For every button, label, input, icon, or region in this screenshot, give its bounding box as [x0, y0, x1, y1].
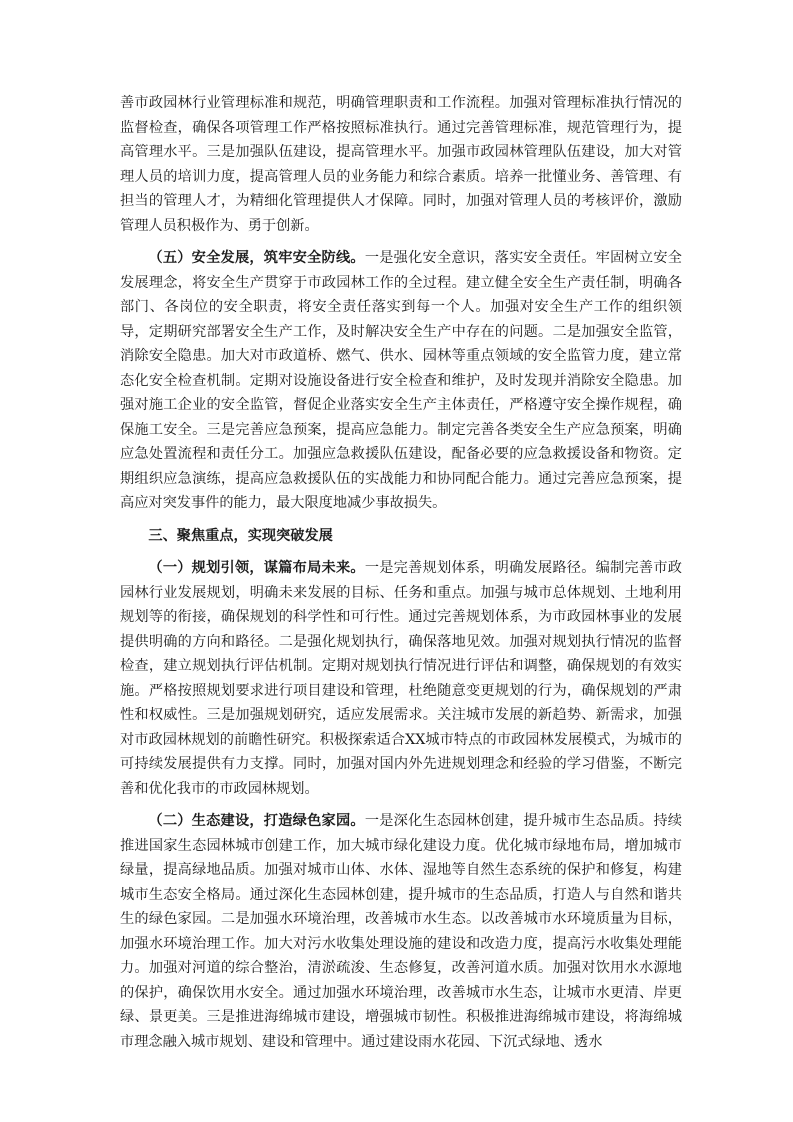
- paragraph-text: 一是强化安全意识，落实安全责任。牢固树立安全发展理念，将安全生产贯穿于市政园林工作的全过程。建立健全安全生产责任制，明确各部门、各岗位的安全职责，将安全责任落实到每一个人。加强对安全生产工作的组织领导，定期研究部署安全生产工作，及时解决安全生产中存在的问题。二是加强安全监管，消除安全隐患。加大对市政道桥、燃气、供水、园林等重点领域的安全监管力度，建立常态化安全检查机制。定期对设施设备进行安全检查和维护，及时发现并消除安全隐患。加强对施工企业的安全监管，督促企业落实安全生产主体责任，严格遵守安全操作规程，确保施工安全。三是完善应急预案，提高应急能力。制定完善各类安全生产应急预案，明确应急处置流程和责任分工。加强应急救援队伍建设，配备必要的应急救援设备和物资。定期组织应急演练，提高应急救援队伍的实战能力和协同配合能力。通过完善应急预案，提高应对突发事件的能力，最大限度地减少事故损失。: [120, 250, 682, 511]
- section-heading: 三、聚焦重点，实现突破发展: [148, 527, 333, 544]
- paragraph-text: 一是深化生态园林创建，提升城市生态品质。持续推进国家生态园林城市创建工作，加大城市绿化建设力度。优化城市绿地布局，增加城市绿量，提高绿地品质。加强对城市山体、水体、湿地等自然生态系统的保护和修复，构建城市生态安全格局。通过深化生态园林创建，提升城市的生态品质，打造人与自然和谐共生的绿色家园。二是加强水环境治理，改善城市水生态。以改善城市水环境质量为目标，加强水环境治理工作。加大对污水收集处理设施的建设和改造力度，提高污水收集处理能力。加强对河道的综合整治，清淤疏浚、生态修复，改善河道水质。加强对饮用水水源地的保护，确保饮用水安全。通过加强水环境治理，改善城市水生态，让城市水更清、岸更绿、景更美。三是推进海绵城市建设，增强城市韧性。积极推进海绵城市建设，将海绵城市理念融入城市规划、建设和管理中。通过建设雨水花园、下沉式绿地、透水: [120, 813, 682, 1050]
- paragraph-lead: （二）生态建设，打造绿色家园。: [148, 813, 365, 829]
- paragraph-lead: （五）安全发展，筑牢安全防线。: [148, 250, 365, 266]
- paragraph-lead: （一）规划引领，谋篇布局未来。: [148, 560, 365, 576]
- document-page: [120, 91, 682, 1062]
- paragraph-safety-development: [120, 246, 682, 516]
- paragraph-text: 善市政园林行业管理标准和规范，明确管理职责和工作流程。加强对管理标准执行情况的监督检查，确保各项管理工作严格按照标准执行。通过完善管理标准，规范管理行为，提高管理水平。三是加强队伍建设，提高管理水平。加强市政园林管理队伍建设，加大对管理人员的培训力度，提高管理人员的业务能力和综合素质。培养一批懂业务、善管理、有担当的管理人才，为精细化管理提供人才保障。同时，加强对管理人员的考核评价，激励管理人员积极作为、勇于创新。: [120, 95, 682, 234]
- paragraph-management-standards: [120, 91, 682, 238]
- paragraph-ecological-construction: [120, 809, 682, 1054]
- paragraph-text: 一是完善规划体系，明确发展路径。编制完善市政园林行业发展规划，明确未来发展的目标、任务和重点。加强与城市总体规划、土地利用规划等的衔接，确保规划的科学性和可行性。通过完善规划体系，为市政园林事业的发展提供明确的方向和路径。二是强化规划执行，确保落地见效。加强对规划执行情况的监督检查，建立规划执行评估机制。定期对规划执行情况进行评估和调整，确保规划的有效实施。严格按照规划要求进行项目建设和管理，杜绝随意变更规划的行为，确保规划的严肃性和权威性。三是加强规划研究，适应发展需求。关注城市发展的新趋势、新需求，加强对市政园林规划的前瞻性研究。积极探索适合XX城市特点的市政园林发展模式，为城市的可持续发展提供有力支撑。同时，加强对国内外先进规划理念和经验的学习借鉴，不断完善和优化我市的市政园林规划。: [120, 560, 682, 797]
- paragraph-planning-guidance: [120, 556, 682, 801]
